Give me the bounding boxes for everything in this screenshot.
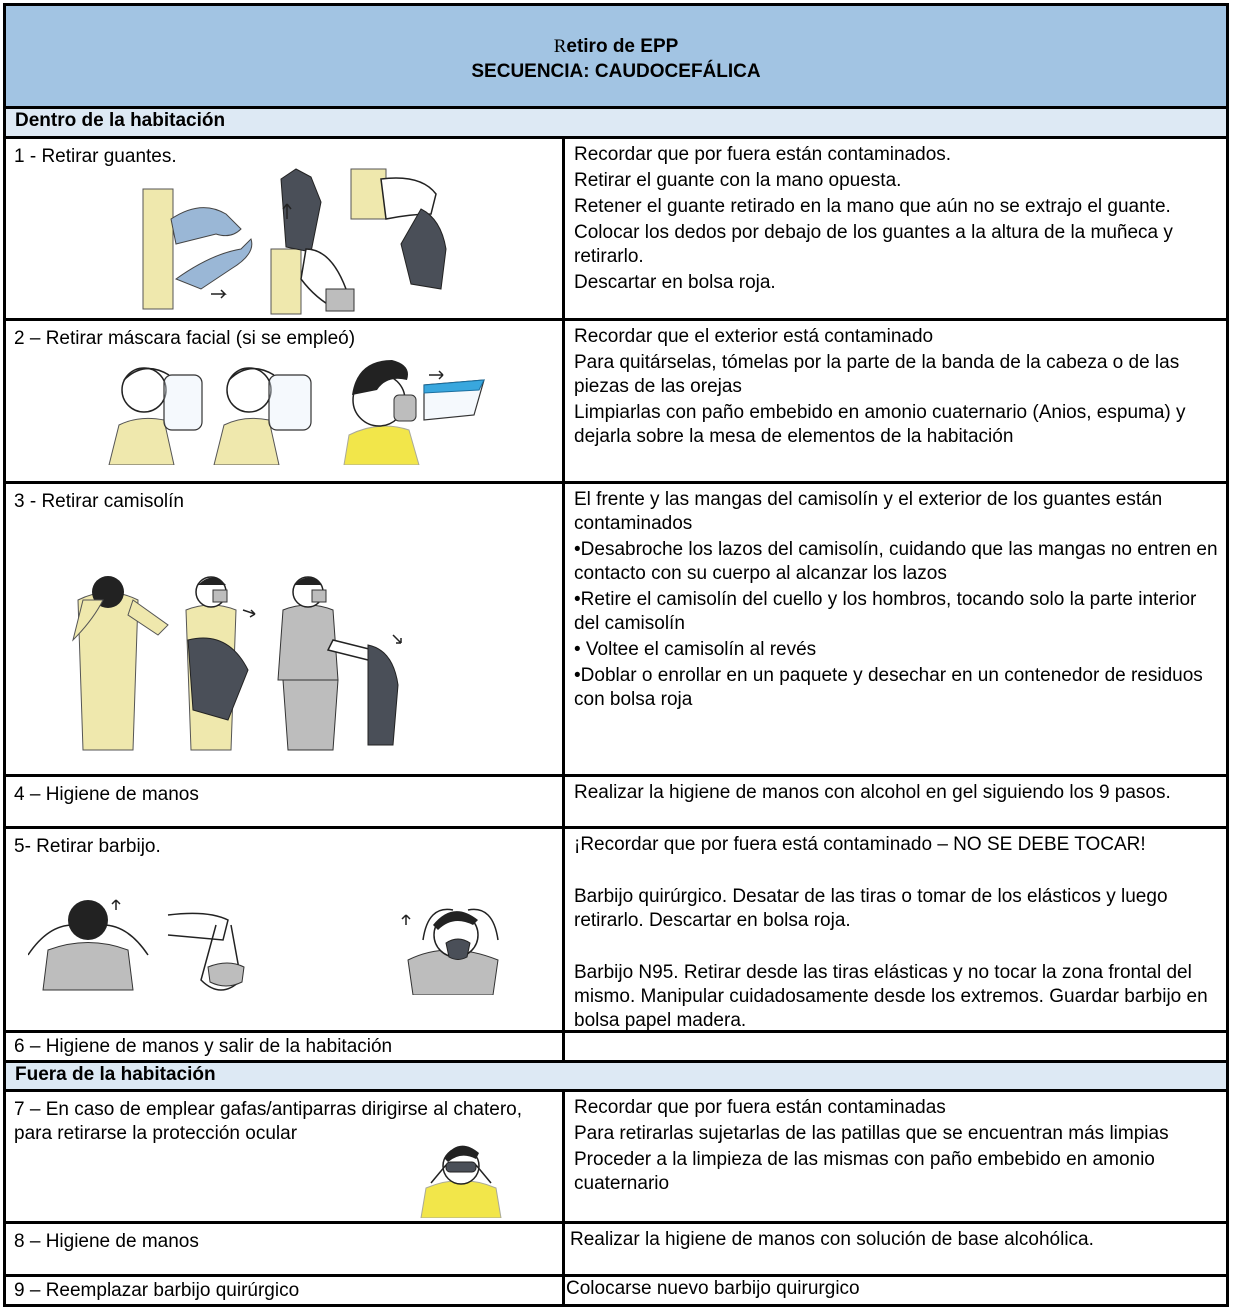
description-line: Para quitárselas, tómelas por la parte de la banda de la cabeza o de las piezas de las orejas: [574, 352, 1180, 397]
description-line: Realizar la higiene de manos con alcohol en gel siguiendo los 9 pasos.: [574, 782, 1171, 803]
face-shield-removal-illustration: [104, 355, 489, 465]
description-line: Barbijo N95. Retirar desde las tiras elásticas y no tocar la zona frontal del mismo. Manipular cuidadosamente desde los extremos. Guardar barbijo en bolsa papel madera.: [574, 962, 1208, 1031]
step-9-description-cell: [562, 1274, 1229, 1307]
step-3-label-cell: [3, 481, 565, 777]
description-line: Para retirarlas sujetarlas de las patillas que se encuentran más limpias: [574, 1123, 1169, 1144]
step-5-label-cell: [3, 826, 565, 1033]
epp-removal-table: [3, 3, 1229, 1307]
description-line: •Desabroche los lazos del camisolín, cuidando que las mangas no entren en contacto con su cuerpo al alcanzar los lazos: [574, 539, 1218, 584]
step-label: 6 – Higiene de manos y salir de la habitación: [14, 1036, 393, 1057]
section-header-inside: Dentro de la habitación: [3, 106, 1229, 139]
description-line: Limpiarlas con paño embebido en amonio cuaternario (Anios, espuma) y dejarla sobre la mesa de elementos de la habitación: [574, 402, 1186, 447]
step-label: 2 – Retirar máscara facial (si se empleó): [14, 328, 356, 349]
mask-removal-illustration: [28, 895, 508, 995]
step-4-label-cell: [3, 774, 565, 829]
step-2-label-cell: [3, 318, 565, 484]
step-6-description-cell: [562, 1030, 1229, 1063]
step-label: 5- Retirar barbijo.: [14, 836, 161, 857]
description-line: Colocar los dedos por debajo de los guantes a la altura de la muñeca y retirarlo.: [574, 222, 1173, 267]
step-label: 9 – Reemplazar barbijo quirúrgico: [14, 1280, 300, 1301]
description-line: ¡Recordar que por fuera está contaminado – NO SE DEBE TOCAR!: [574, 834, 1146, 855]
description-line: Retener el guante retirado en la mano que aún no se extrajo el guante.: [574, 196, 1171, 217]
description-line: •Doblar o enrollar en un paquete y desechar en un contenedor de residuos con bolsa roja: [574, 665, 1203, 710]
step-5-description-cell: [562, 826, 1229, 1033]
description-line: Barbijo quirúrgico. Desatar de las tiras o tomar de los elásticos y luego retirarlo. Descartar en bolsa roja.: [574, 886, 1168, 931]
step-label: 8 – Higiene de manos: [14, 1231, 199, 1252]
description-line: Retirar el guante con la mano opuesta.: [574, 170, 902, 191]
table-title: [3, 3, 1229, 109]
step-1-label-cell: [3, 136, 565, 321]
step-3-description-cell: [562, 481, 1229, 777]
gown-removal-illustration: [68, 570, 418, 755]
description-line: Recordar que por fuera están contaminados.: [574, 144, 952, 165]
section-header-outside: Fuera de la habitación: [3, 1060, 1229, 1092]
description-line: • Voltee el camisolín al revés: [574, 639, 817, 660]
description-line: Realizar la higiene de manos con solución de base alcohólica.: [570, 1229, 1094, 1250]
description-line: •Retire el camisolín del cuello y los hombros, tocando solo la parte interior del camisolín: [574, 589, 1197, 634]
step-2-description-cell: [562, 318, 1229, 484]
description-line: Proceder a la limpieza de las mismas con paño embebido en amonio cuaternario: [574, 1149, 1155, 1194]
glove-removal-illustration: [131, 159, 461, 319]
step-8-description-cell: [562, 1221, 1229, 1277]
title-line-2: SECUENCIA: CAUDOCEFÁLICA: [471, 61, 761, 82]
step-label: 1 - Retirar guantes.: [14, 146, 177, 167]
description-line: El frente y las mangas del camisolín y el exterior de los guantes están contaminados: [574, 489, 1163, 534]
step-7-label-cell: [3, 1089, 565, 1224]
step-1-description-cell: [562, 136, 1229, 321]
goggles-removal-illustration: [416, 1138, 506, 1218]
step-4-description-cell: [562, 774, 1229, 829]
step-7-description-cell: [562, 1089, 1229, 1224]
description-line: Recordar que por fuera están contaminadas: [574, 1097, 946, 1118]
step-6-label-cell: [3, 1030, 565, 1063]
step-9-label-cell: [3, 1274, 565, 1307]
step-8-label-cell: [3, 1221, 565, 1277]
step-label: 4 – Higiene de manos: [14, 784, 199, 805]
description-line: Descartar en bolsa roja.: [574, 272, 776, 293]
description-line: Recordar que el exterior está contaminado: [574, 326, 934, 347]
step-label: 3 - Retirar camisolín: [14, 491, 184, 512]
title-line-1: Retiro de EPP: [553, 36, 679, 57]
description-line: Colocarse nuevo barbijo quirurgico: [566, 1278, 860, 1299]
step-label: 7 – En caso de emplear gafas/antiparras dirigirse al chatero, para retirarse la protección ocular: [14, 1099, 522, 1144]
